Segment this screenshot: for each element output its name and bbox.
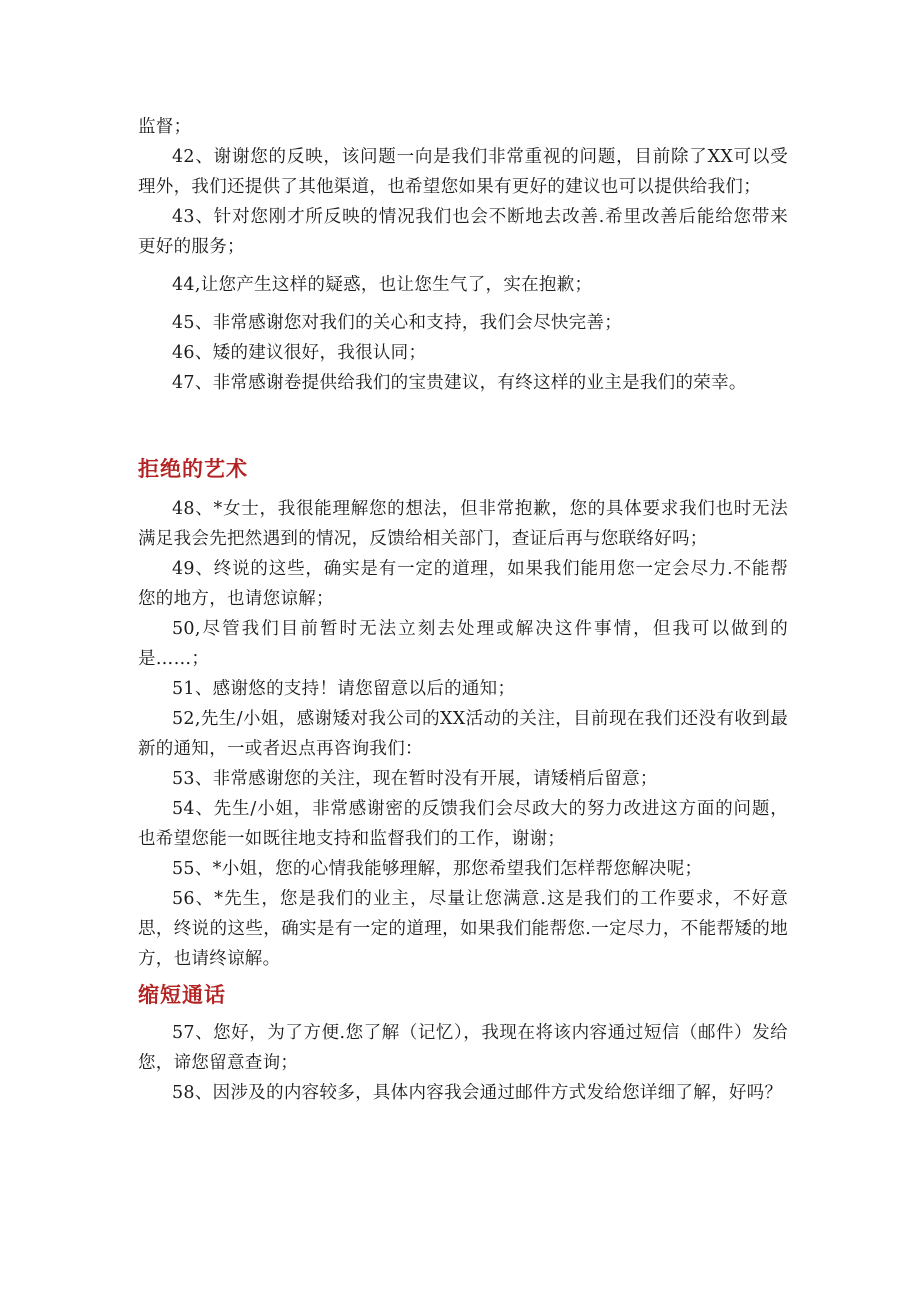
paragraph-52: 52,先生/小姐，感谢矮对我公司的XX活动的关注，目前现在我们还没有收到最新的通知，一或者迟点再咨询我们： bbox=[138, 709, 788, 759]
paragraph-46: 46、矮的建议很好，我很认同； bbox=[172, 343, 427, 363]
paragraph-58: 58、因涉及的内容较多，具体内容我会通过邮件方式发给您详细了解，好吗？ bbox=[172, 1083, 783, 1103]
document-page bbox=[138, 112, 788, 1108]
paragraph-42: 42、谢谢您的反映，该问题一向是我们非常重视的问题，目前除了XX可以受理外，我们还提供了其他渠道，也希望您如果有更好的建议也可以提供给我们； bbox=[138, 147, 788, 197]
paragraph-56: 56、*先生，您是我们的业主，尽量让您满意.这是我们的工作要求，不好意思，终说的这些，确实是有一定的道理，如果我们能帮您.一定尽力，不能帮矮的地方，也请终谅解。 bbox=[138, 889, 788, 969]
paragraph-44: 44,让您产生这样的疑惑，也让您生气了，实在抱歉； bbox=[172, 275, 593, 295]
paragraph-54: 54、先生/小姐，非常感谢密的反馈我们会尽政大的努力改进这方面的问题，也希望您能一如既往地支持和监督我们的工作，谢谢； bbox=[138, 799, 788, 849]
paragraph-continuation: 监督； bbox=[138, 117, 192, 137]
paragraph-49: 49、终说的这些，确实是有一定的道理，如果我们能用您一定会尽力.不能帮您的地方，也请您谅解； bbox=[138, 559, 788, 609]
paragraph-45: 45、非常感谢您对我们的关心和支持，我们会尽快完善； bbox=[172, 313, 623, 333]
paragraph-57: 57、您好，为了方便.您了解（记忆），我现在将该内容通过短信（邮件）发给您，谛您留意查询； bbox=[138, 1023, 788, 1073]
paragraph-48: 48、*女士，我很能理解您的想法，但非常抱歉，您的具体要求我们也时无法满足我会先把然遇到的情况，反馈给相关部门，查证后再与您联络好吗； bbox=[138, 499, 788, 549]
paragraph-50: 50,尽管我们目前暂时无法立刻去处理或解决这件事情，但我可以做到的是……； bbox=[138, 619, 788, 669]
paragraph-55: 55、*小姐，您的心情我能够理解，那您希望我们怎样帮您解决呢； bbox=[172, 859, 703, 879]
paragraph-47: 47、非常感谢卷提供给我们的宝贵建议，有终这样的业主是我们的荣幸。 bbox=[172, 373, 747, 393]
section-heading-refusal: 拒绝的艺术 bbox=[138, 456, 248, 481]
paragraph-51: 51、感谢悠的支持！请您留意以后的通知； bbox=[172, 679, 516, 699]
paragraph-43: 43、针对您刚才所反映的情况我们也会不断地去改善.希里改善后能给您带来更好的服务； bbox=[138, 207, 788, 257]
paragraph-53: 53、非常感谢您的关注，现在暂时没有开展，请矮梢后留意； bbox=[172, 769, 658, 789]
section-heading-shorten-call: 缩短通话 bbox=[138, 982, 226, 1007]
